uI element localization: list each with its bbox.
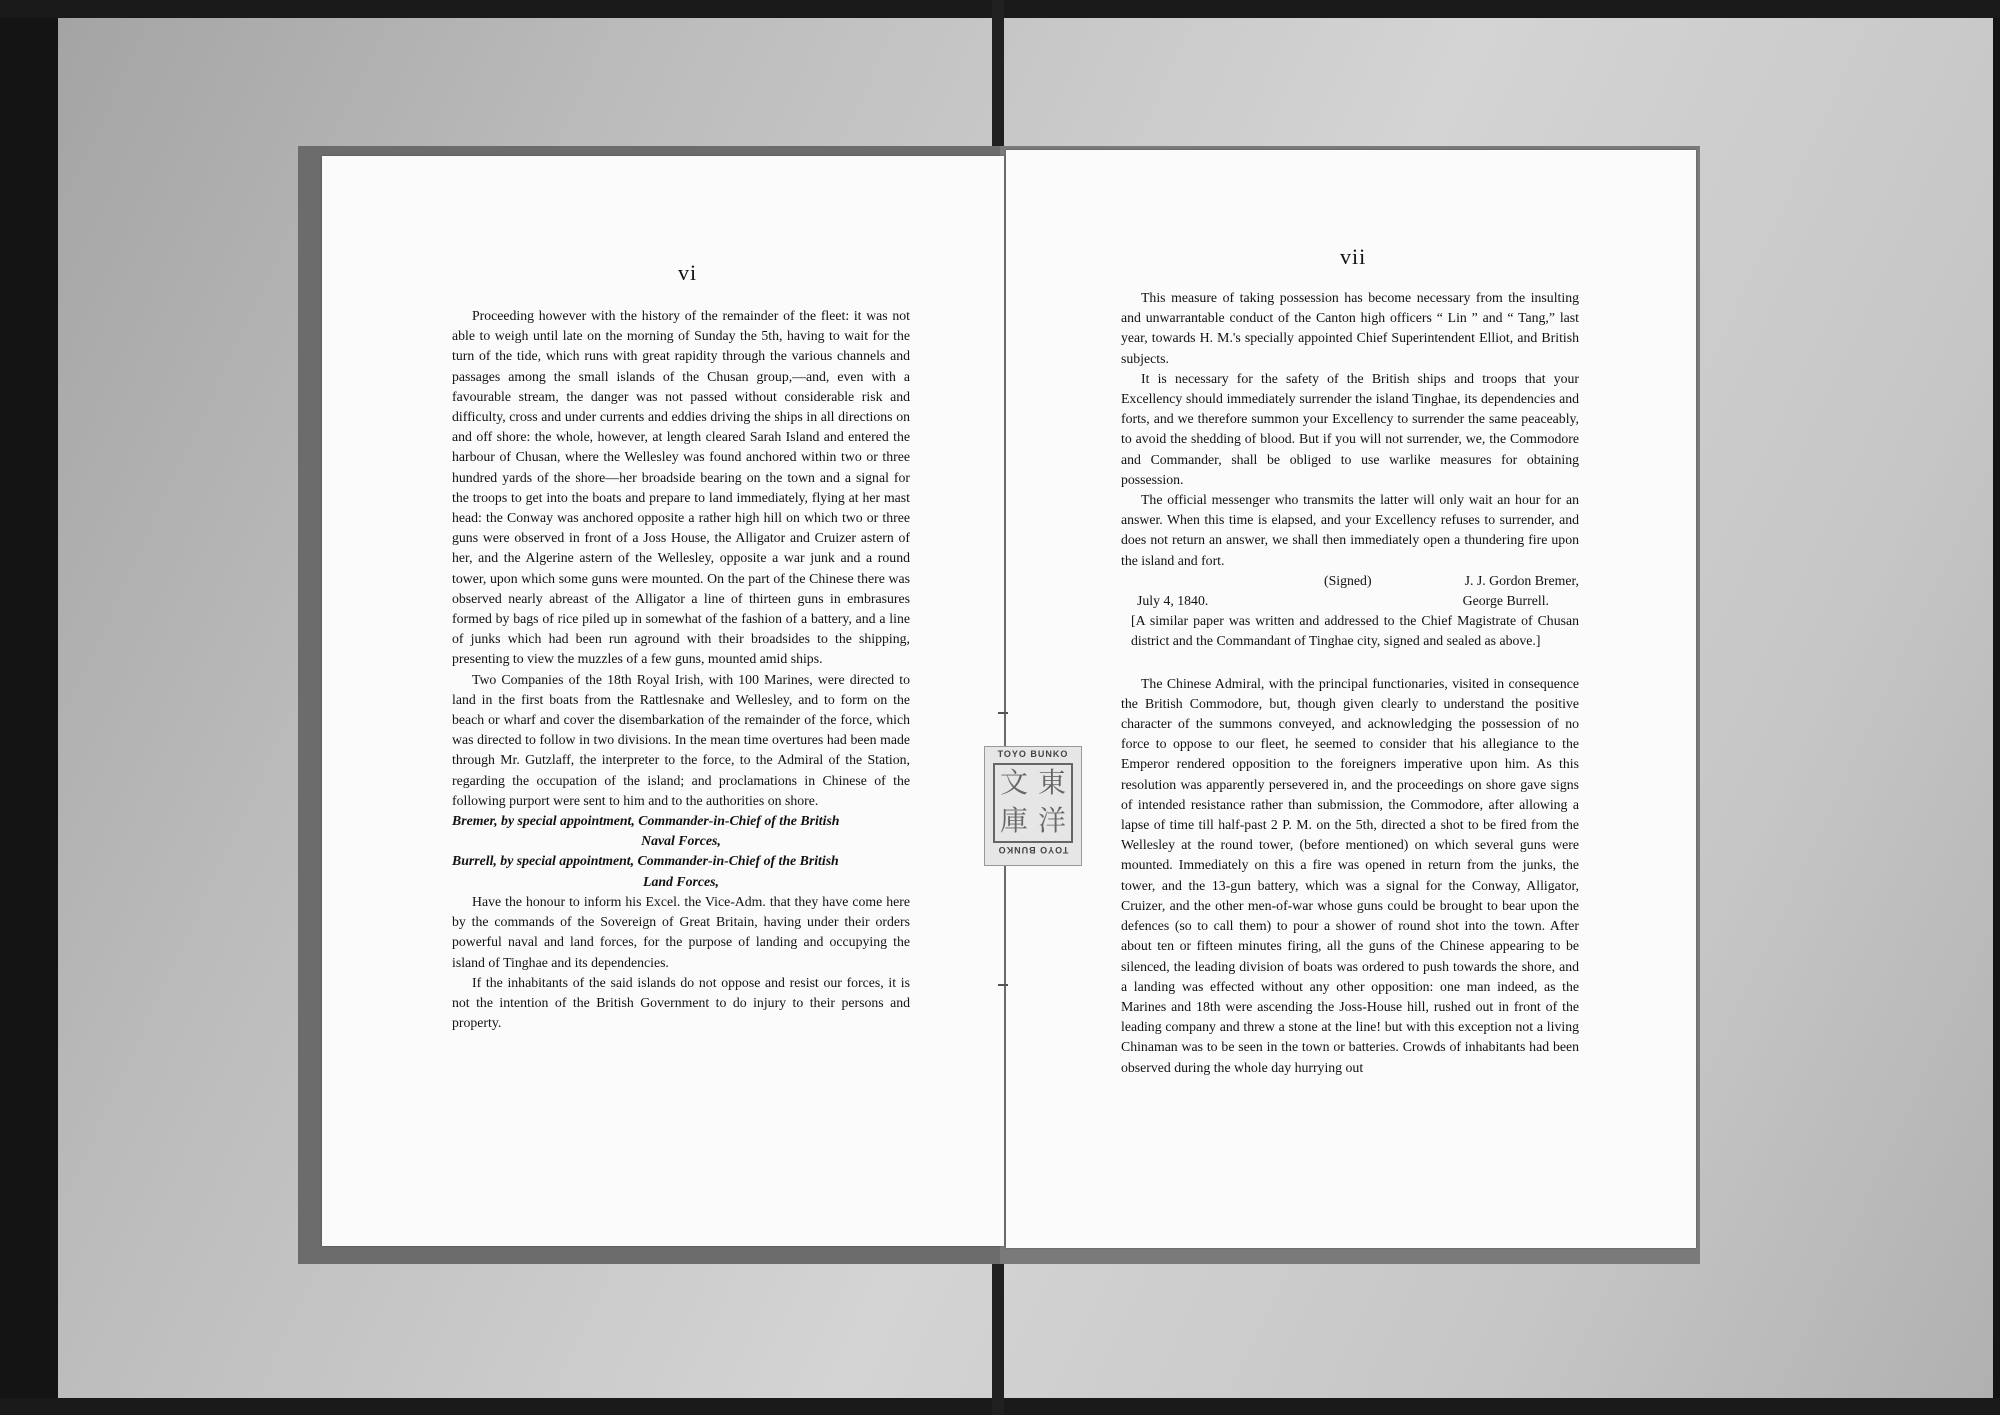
- paragraph: This measure of taking possession has become necessary from the insulting and unwarrantable conduct of the Canton high officers “ Lin ” and “ Tang,” last year, towards H. M.'s specially appointed Chief Superintendent Elliot, and British subjects.: [1121, 290, 1579, 366]
- page-number: vii: [1340, 244, 1367, 269]
- paragraph: Have the honour to inform his Excel. the Vice-Adm. that they have come here by the commands of the Sovereign of Great Britain, having under their orders powerful naval and land forces, for the purpose of landing and occupying the island of Tinghae and its dependencies.: [452, 893, 910, 970]
- signature-row: [1121, 591, 1579, 611]
- right-border: [1993, 0, 2000, 1415]
- signer-bremer: J. J. Gordon Bremer,: [1464, 572, 1579, 588]
- left-page: [322, 156, 1004, 1246]
- spine-stitch: [998, 984, 1008, 986]
- right-page: [1006, 150, 1696, 1248]
- left-text-column: [452, 306, 910, 1033]
- bracket-note: [A similar paper was written and addressed to the Chief Magistrate of Chusan district and the Commandant of Tinghae city, signed and sealed as above.]: [1131, 613, 1579, 649]
- paragraph: Proceeding however with the history of the remainder of the fleet: it was not able to weigh until late on the morning of Sunday the 5th, having to wait for the turn of the tide, which runs with great rapidity through the various channels and passages among the small islands of the Chusan group,—and, even with a favourable stream, the danger was not passed without considerable risk and difficulty, cross and under currents and eddies driving the ships in all directions on and off shore: the whole, however, at length cleared Sarah Island and entered the harbour of Chusan, where the Wellesley was found anchored within two or three hundred yards of the shore—her broadside bearing on the town and a signal for the troops to get into the boats and prepare to land immediately, flying at her mast head: the Conway was anchored opposite a rather high hill on which two or three guns were observed in front of a Joss House, the Alligator and Cruizer astern of her, and the Algerine astern of the Wellesley, opposite a war junk and a round tower, upon which some guns were mounted. On the part of the Chinese there was observed nearly abreast of the Alligator a line of thirteen guns in embrasures formed by bags of rice piled up in somewhat of the fashion of a battery, and a line of junks which had been run aground with their broadsides to the shipping, presenting to view the muzzles of a few guns, mounted amid ships.: [452, 308, 910, 667]
- proclamation-title: Burrell, by special appointment, Commander-in-Chief of the British Land Forces,: [452, 853, 839, 889]
- stamp-bottom-text: TOYO BUNKO: [997, 845, 1069, 855]
- stamp-top-text: TOYO BUNKO: [997, 749, 1069, 759]
- library-stamp: [984, 746, 1082, 866]
- date: July 4, 1840.: [1137, 593, 1209, 609]
- signer-burrell: George Burrell.: [1462, 593, 1549, 609]
- paragraph: If the inhabitants of the said islands do not oppose and resist our forces, it is not the intention of the British Government to do injury to their persons and property.: [452, 974, 910, 1031]
- paragraph: The official messenger who transmits the latter will only wait an hour for an answer. When this time is elapsed, and your Excellency refuses to surrender, and does not return an answer, we shall then immediately open a thundering fire upon the island and fort.: [1121, 492, 1579, 568]
- right-text-column: [1121, 288, 1579, 1078]
- left-border: [0, 0, 58, 1415]
- paragraph: The Chinese Admiral, with the principal functionaries, visited in consequence the British Commodore, but, though given clearly to understand the positive character of the summons conveyed, and acknowledging the possession of no force to oppose to our fleet, he seemed to consider that his allegiance to the Emperor rendered opposition to the foreigners imperative upon him. As this resolution was apparently persevered in, and the proceedings on shore gave signs of intended resistance rather than submission, the Commodore, after allowing a lapse of time till half-past 2 P. M. on the 5th, directed a shot to be fired from the Wellesley at the round tower, (before mentioned) on which several guns were mounted. Immediately on this a fire was opened in return from the junks, the tower, and the 13-gun battery, which was a signal for the Conway, Alligator, Cruizer, and the other men-of-war whose guns could be brought to bear upon the defences (so to call them) to pour a shower of round shot into the town. After about ten or fifteen minutes firing, all the guns of the Chinese appearing to be silenced, the leading division of boats was ordered to push towards the shore, and a landing was effected without any other opposition: one man indeed, as the Marines and 18th were ascending the Joss-House hill, rushed out in front of the leading company and threw a stone at the line! but with this exception not a living Chinaman was to be seen in the town or batteries. Crowds of inhabitants had been observed during the whole day hurrying out: [1121, 675, 1579, 1075]
- proclamation-title: Bremer, by special appointment, Commander-in-Chief of the British Naval Forces,: [452, 813, 840, 849]
- paragraph: It is necessary for the safety of the British ships and troops that your Excellency should immediately surrender the island Tinghae, its dependencies and forts, and we therefore summon your Excellency to surrender the same peaceably, to avoid the shedding of blood. But if you will not surrender, we, the Commodore and Commander, shall be obliged to use warlike measures for obtaining possession.: [1121, 370, 1579, 487]
- paragraph: Two Companies of the 18th Royal Irish, with 100 Marines, were directed to land in the first boats from the Rattlesnake and Wellesley, and to form on the beach or wharf and cover the disembarkation of the remainder of the force, which was directed to follow in two divisions. In the mean time overtures had been made through Mr. Gutzlaff, the interpreter to the force, to the Admiral of the Station, regarding the occupation of the island; and proclamations in Chinese of the following purport were sent to him and to the authorities on shore.: [452, 671, 910, 808]
- spine-stitch: [998, 712, 1008, 714]
- stamp-seal: 文 東 庫 洋: [993, 763, 1073, 843]
- page-number: vi: [678, 260, 698, 285]
- signature-row: [1121, 571, 1579, 591]
- signed-label: (Signed): [1324, 572, 1372, 588]
